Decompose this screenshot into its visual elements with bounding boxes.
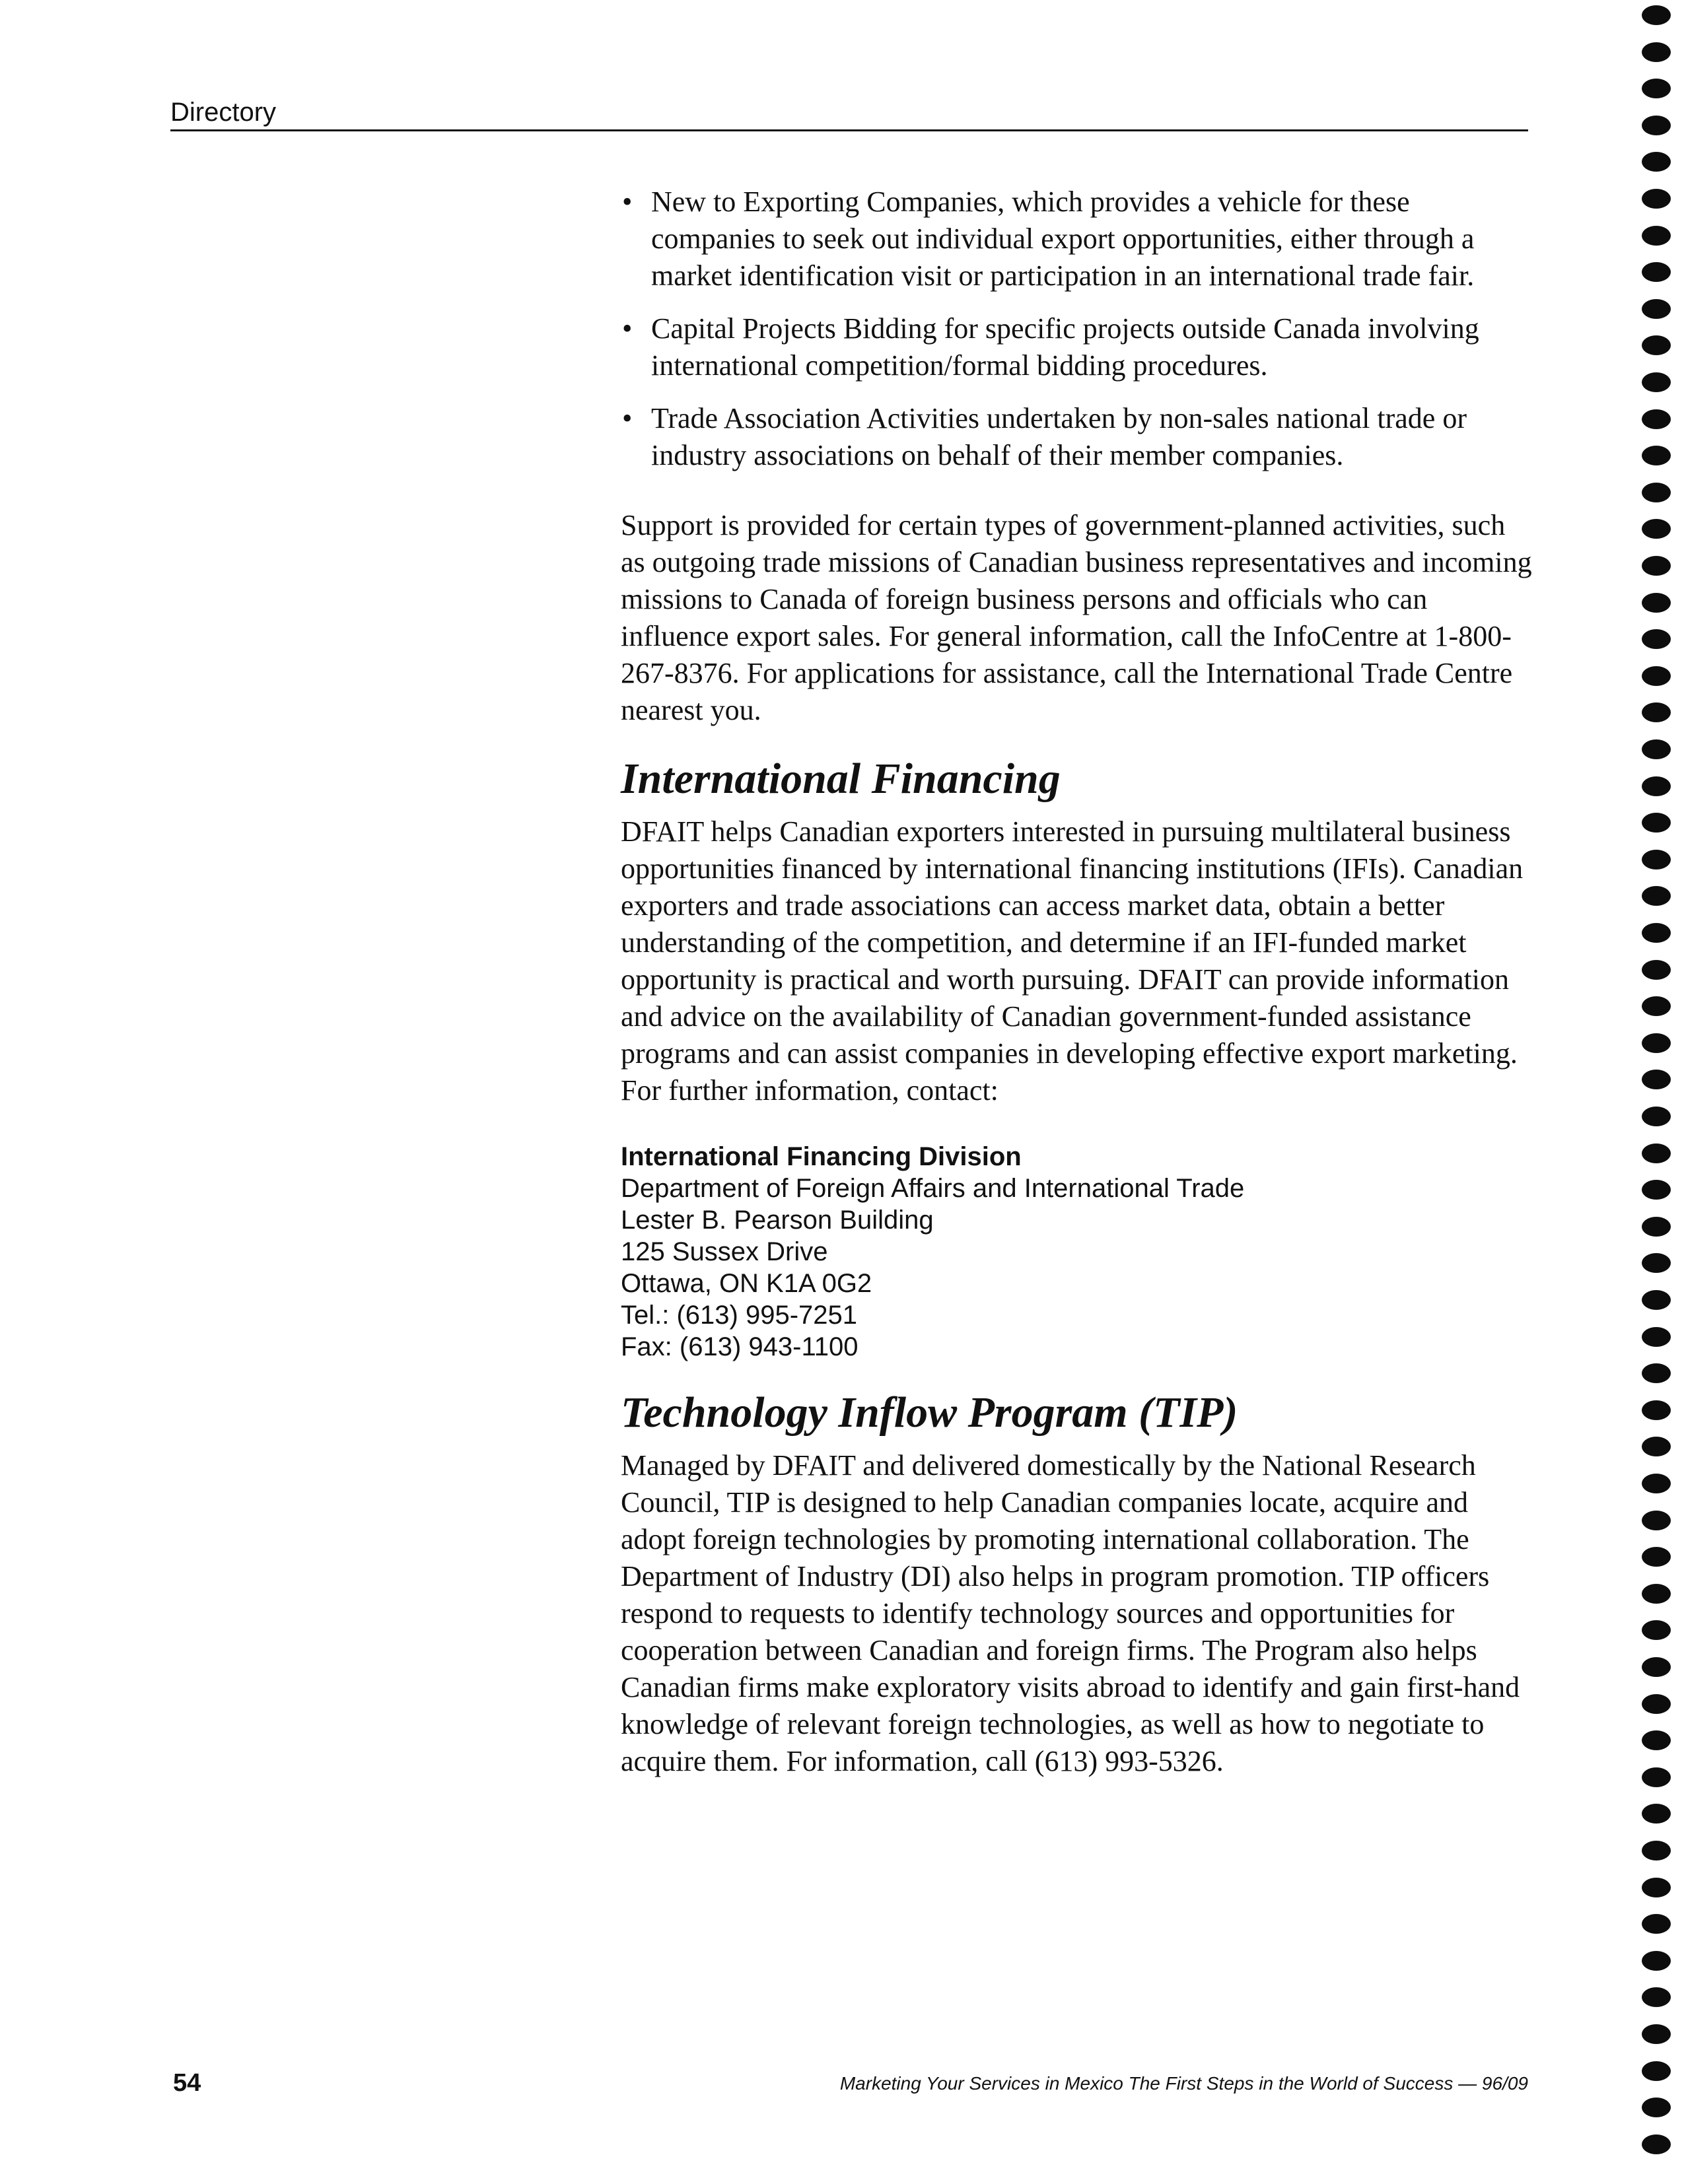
binding-hole — [1642, 1107, 1671, 1126]
bullet-text: New to Exporting Companies, which provides a vehicle for these companies to seek out individual export opportunities, either through a market identification visit or participation in an international trade fair. — [651, 186, 1475, 292]
binding-hole — [1642, 2134, 1671, 2154]
binding-hole — [1642, 5, 1671, 25]
binding-hole — [1642, 2061, 1671, 2081]
binding-hole — [1642, 996, 1671, 1016]
contact-city: Ottawa, ON K1A 0G2 — [621, 1269, 872, 1298]
binding-hole — [1642, 1547, 1671, 1567]
contact-department: Department of Foreign Affairs and International Trade — [621, 1174, 1245, 1203]
main-content — [621, 184, 1532, 1780]
binding-hole — [1642, 1180, 1671, 1200]
bullet-text: Trade Association Activities undertaken by non-sales national trade or industry associations on behalf of their member companies. — [651, 402, 1467, 471]
binding-hole — [1642, 1437, 1671, 1456]
contact-tel: Tel.: (613) 995-7251 — [621, 1301, 858, 1330]
binding-hole — [1642, 1327, 1671, 1347]
binding-hole — [1642, 1841, 1671, 1860]
page-number: 54 — [173, 2069, 201, 2097]
binding-hole — [1642, 813, 1671, 833]
footer-publication-title: Marketing Your Services in Mexico The First Steps in the World of Success — 96/09 — [839, 2073, 1528, 2094]
binding-hole — [1642, 1143, 1671, 1163]
binding-hole — [1642, 776, 1671, 796]
binding-hole — [1642, 1620, 1671, 1640]
contact-fax: Fax: (613) 943-1100 — [621, 1332, 859, 1361]
binding-hole — [1642, 1694, 1671, 1714]
binding-hole — [1642, 335, 1671, 355]
binding-hole — [1642, 1363, 1671, 1383]
binding-hole — [1642, 886, 1671, 906]
binding-hole — [1642, 2098, 1671, 2117]
binding-hole — [1642, 1767, 1671, 1787]
contact-name: International Financing Division — [621, 1142, 1022, 1171]
binding-hole — [1642, 1951, 1671, 1971]
bullet-glyph: • — [622, 312, 633, 345]
header-rule — [170, 129, 1528, 131]
binding-hole — [1642, 519, 1671, 539]
contact-block — [621, 1141, 1532, 1363]
running-head: Directory — [170, 98, 277, 127]
binding-hole — [1642, 593, 1671, 613]
binding-hole — [1642, 1657, 1671, 1677]
binding-hole — [1642, 1290, 1671, 1310]
binding-hole — [1642, 629, 1671, 649]
bullet-item — [621, 400, 1532, 474]
contact-building: Lester B. Pearson Building — [621, 1206, 934, 1235]
binding-hole — [1642, 556, 1671, 576]
binding-hole — [1642, 483, 1671, 502]
binding-hole — [1642, 923, 1671, 943]
binding-hole — [1642, 262, 1671, 282]
bullet-text: Capital Projects Bidding for specific projects outside Canada involving international competition/formal bidding procedures. — [651, 312, 1479, 382]
binding-hole — [1642, 446, 1671, 465]
binding-hole — [1642, 372, 1671, 392]
binding-hole — [1642, 960, 1671, 980]
binding-hole — [1642, 116, 1671, 135]
binding-hole — [1642, 1474, 1671, 1493]
technology-inflow-heading: Technology Inflow Program (TIP) — [621, 1388, 1238, 1437]
binding-hole — [1642, 1878, 1671, 1897]
binding-hole — [1642, 299, 1671, 319]
binding-hole — [1642, 409, 1671, 429]
binding-hole — [1642, 1584, 1671, 1604]
support-paragraph: Support is provided for certain types of government-planned activities, such as outgoing trade missions of Canadian business representatives and incoming missions to Canada of foreign business persons and officials who can influence export sales. For general information, call the InfoCentre at 1-800-267-8376. For applications for assistance, call the International Trade Centre nearest you. — [621, 509, 1532, 726]
binding-hole — [1642, 1217, 1671, 1237]
binding-hole — [1642, 42, 1671, 62]
binding-hole — [1642, 1033, 1671, 1053]
binding-hole — [1642, 1400, 1671, 1420]
binding-hole — [1642, 189, 1671, 209]
binding-hole — [1642, 1730, 1671, 1750]
bullet-item — [621, 310, 1532, 384]
bullet-item — [621, 184, 1532, 294]
binding-hole — [1642, 1914, 1671, 1934]
binding-hole — [1642, 2024, 1671, 2044]
binding-hole — [1642, 79, 1671, 98]
program-bullet-list — [621, 184, 1532, 474]
binding-hole — [1642, 152, 1671, 172]
bullet-glyph: • — [622, 186, 633, 218]
binding-hole — [1642, 1253, 1671, 1273]
binding-hole — [1642, 226, 1671, 246]
contact-street: 125 Sussex Drive — [621, 1237, 828, 1266]
international-financing-paragraph: DFAIT helps Canadian exporters interested in pursuing multilateral business opportunities financed by international financing institutions (IFIs). Canadian exporters and trade associations can access market data, obtain a better understanding of the competition, and determine if an IFI-funded market opportunity is practical and worth pursuing. DFAIT can provide information and advice on the availability of Canadian government-funded assistance programs and can assist companies in developing effective export marketing. For further information, contact: — [621, 815, 1524, 1107]
binding-hole — [1642, 1804, 1671, 1824]
binding-hole — [1642, 850, 1671, 870]
binding-hole — [1642, 1987, 1671, 2007]
international-financing-heading: International Financing — [621, 755, 1061, 803]
technology-inflow-paragraph: Managed by DFAIT and delivered domestically by the National Research Council, TIP is designed to help Canadian companies locate, acquire and adopt foreign technologies by promoting international collaboration. The Department of Industry (DI) also helps in program promotion. TIP officers respond to requests to identify technology sources and opportunities for cooperation between Canadian and foreign firms. The Program also helps Canadian firms make exploratory visits abroad to identify and gain first-hand knowledge of relevant foreign technologies, as well as how to negotiate to acquire them. For information, call (613) 993-5326. — [621, 1449, 1520, 1777]
binding-hole — [1642, 1070, 1671, 1089]
bullet-glyph: • — [622, 402, 633, 434]
binding-hole — [1642, 1511, 1671, 1530]
binding-holes — [1642, 0, 1675, 2184]
binding-hole — [1642, 739, 1671, 759]
binding-hole — [1642, 666, 1671, 686]
binding-hole — [1642, 702, 1671, 722]
